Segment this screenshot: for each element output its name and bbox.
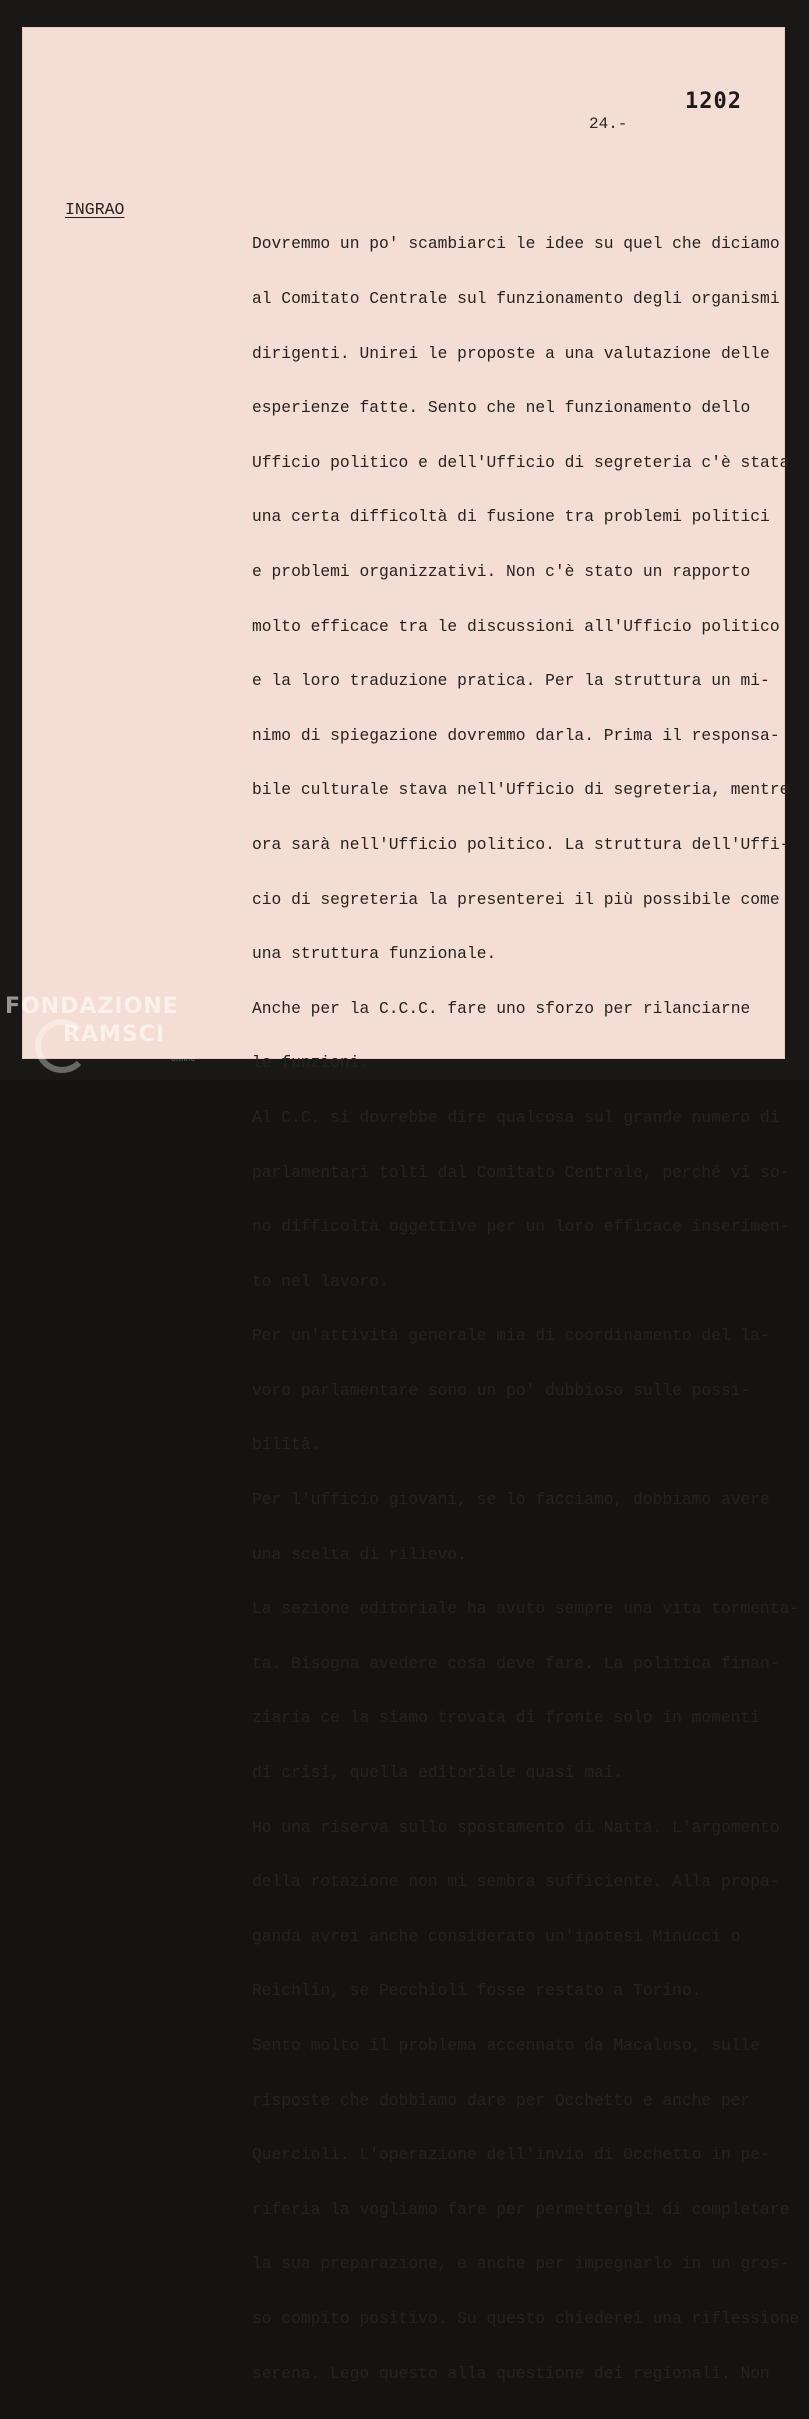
text-line: Dovremmo un po' scambiarci le idee su quel che diciamo xyxy=(252,234,780,254)
page-number: 24.- xyxy=(589,115,628,133)
transcript-body xyxy=(252,199,800,2419)
text-line: le funzioni. xyxy=(252,1053,370,1073)
text-line: Sento molto il problema accennato da Macaluso, sulle xyxy=(252,2036,761,2055)
text-line: molto efficace tra le discussioni all'Ufficio politico xyxy=(252,616,780,636)
text-line: al Comitato Centrale sul funzionamento degli organismi xyxy=(252,289,780,308)
gramsci-logo-icon xyxy=(35,1019,89,1073)
text-line: esperienze fatte. Sento che nel funzionamento dello xyxy=(252,398,751,418)
text-line: una struttura funzionale. xyxy=(252,944,497,964)
text-line: una certa difficoltà di fusione tra problemi politici xyxy=(252,507,770,527)
watermark-line-2: RAMSCI xyxy=(63,1022,166,1047)
text-line: la sua preparazione, e anche per impegnarlo in un gros- xyxy=(252,2254,790,2274)
text-line: La sezione editoriale ha avuto sempre una vita tormenta- xyxy=(252,1599,800,1619)
watermark-tagline: online xyxy=(171,1054,196,1063)
text-line: voro parlamentare sono un po' dubbioso sulle possi- xyxy=(252,1380,751,1400)
text-line: Ho una riserva sullo spostamento di Natta. L'argomento xyxy=(252,1817,780,1837)
text-line: Ufficio politico e dell'Ufficio di segreteria c'è stata xyxy=(252,452,790,472)
text-line: to nel lavoro. xyxy=(252,1271,389,1291)
text-line: ta. Bisogna avedere cosa deve fare. La politica finan- xyxy=(252,1653,780,1673)
document-page xyxy=(22,27,800,2383)
text-line: di crisi, quella editoriale quasi mai. xyxy=(252,1763,624,1783)
text-line: della rotazione non mi sembra sufficiente. Alla propa- xyxy=(252,1872,780,1892)
text-line: no difficoltà oggettive per un loro efficace inserimen- xyxy=(252,1217,790,1237)
text-line: nimo di spiegazione dovremmo darla. Prima il responsa- xyxy=(252,725,780,745)
text-line: bilità. xyxy=(252,1435,321,1455)
text-line: Reichlin, se Pecchioli fosse restato a Torino. xyxy=(252,1981,702,2001)
stack-number: 1202 xyxy=(685,89,742,114)
text-line: Anche per la C.C.C. fare uno sforzo per rilanciarne xyxy=(252,998,751,1018)
text-line: bile culturale stava nell'Ufficio di segreteria, mentre xyxy=(252,780,790,800)
text-line: Quercioli. L'operazione dell'invio di Occhetto in pe- xyxy=(252,2145,770,2165)
text-line: Per l'ufficio giovani, se lo facciamo, dobbiamo avere xyxy=(252,1490,770,1510)
text-line: parlamentari tolti dal Comitato Centrale, perché vi so- xyxy=(252,1162,790,1182)
text-line: riferia la vogliamo fare per permettergli di completare xyxy=(252,2199,790,2219)
text-line: cio di segreteria la presenterei il più possibile come xyxy=(252,889,780,909)
text-line: so compito positivo. Su questo chiederei una riflessione xyxy=(252,2308,800,2328)
watermark-line-1: FONDAZIONE xyxy=(5,994,179,1019)
text-line: risposte che dobbiamo dare per Occhetto e anche per xyxy=(252,2090,751,2110)
speaker-name: INGRAO xyxy=(65,200,125,219)
text-line: ora sarà nell'Ufficio politico. La struttura dell'Uffi- xyxy=(252,834,790,854)
text-line: ganda avrei anche considerato un'ipotesi Minucci o xyxy=(252,1926,741,1946)
text-line: una scelta di rilievo. xyxy=(252,1544,467,1564)
text-line: e problemi organizzativi. Non c'è stato un rapporto xyxy=(252,561,751,581)
text-line: Per un'attività generale mia di coordinamento del la- xyxy=(252,1326,770,1346)
text-line: ziaria ce la siamo trovata di fronte solo in momenti xyxy=(252,1708,761,1728)
text-line: dirigenti. Unirei le proposte a una valutazione delle xyxy=(252,343,770,363)
text-line: serena. Lego questo alla questione dei regionali. Non xyxy=(252,2363,770,2383)
text-line: e la loro traduzione pratica. Per la struttura un mi- xyxy=(252,671,770,691)
text-line: Al C.C. si dovrebbe dire qualcosa sul grande numero di xyxy=(252,1107,780,1127)
fondazione-gramsci-watermark xyxy=(5,993,196,1063)
